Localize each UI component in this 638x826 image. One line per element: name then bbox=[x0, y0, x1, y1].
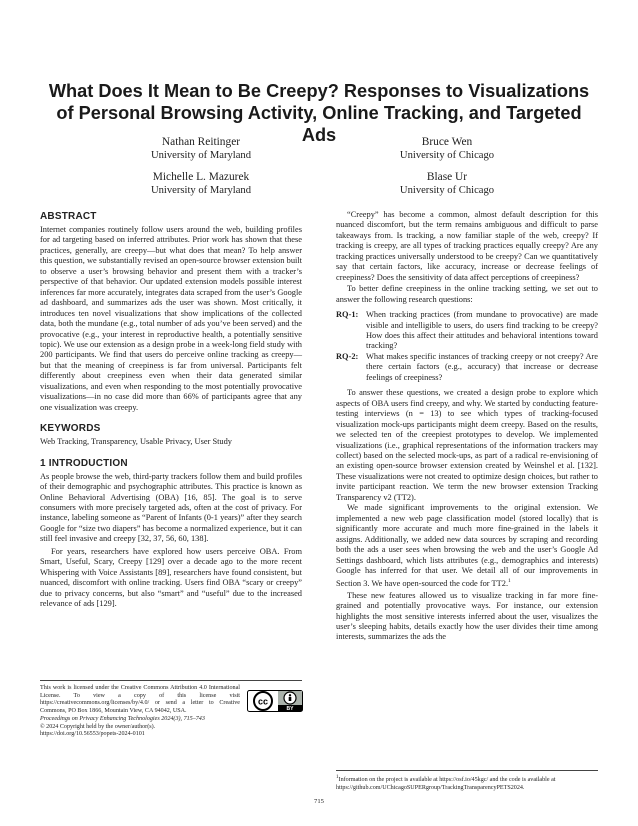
body-paragraph: “Creepy” has become a common, almost default description for this nuanced discomfort, but the term remains ambiguous and difficult to parse takeaways from. Is tracking, a now familiar staple of the web, creepy? If tracking is creepy, are all types of tracking practices equally creepy? Are any tracking practices universally understood to be creepy? Can we quantitatively say that certain factors, like accuracy, increase or decrease feelings of creepiness? Does the sensitivity of data affect perceptions of creepiness? bbox=[336, 210, 598, 282]
left-column bbox=[40, 210, 302, 610]
proceedings-text: Proceedings on Privacy Enhancing Technologies 2024(3), 715–743 bbox=[40, 715, 205, 722]
cc-badge-right: BY bbox=[286, 706, 294, 712]
rq2-text: What makes specific instances of tracking creepy or not creepy? Are there certain factors (e.g., accuracy) that increase or decrease feelings of creepiness? bbox=[366, 351, 598, 382]
footnote bbox=[336, 770, 598, 792]
author-affiliation: University of Chicago bbox=[399, 150, 495, 161]
intro-paragraph: For years, researchers have explored how users perceive OBA. From Smart, Useful, Scary, Creepy [129] over a decade ago to the more recent Whispering with Voice Assistants [89], researchers have found consistent, but nuanced, discomfort with online tracking. Users find OBA “scary or creepy” due to privacy concerns, but also “smart” and “useful” due to the increased relevance of ads [129]. bbox=[40, 546, 302, 609]
page-number: 715 bbox=[314, 798, 324, 805]
body-paragraph: To answer these questions, we created a design probe to explore which aspects of OBA users find creepy, and why. We started by conducting feature-testing interviews (n = 13) to see which types of tracking-focused visualization mock-ups participants might deem creepy. Based on the results, we selected ten of the creepiest prototypes to develop. We implemented visualizations (i.e., graphical representations of the information trackers may collect) based on the selected mock-ups, as part of a radical re-envisioning of an existing open-source browser extension created by Weinshel et al. [132]. These visualizations were not created to optimize design choices, but rather to invite participant reaction. We term the new browser extension Tracking Transparency v2 (TT2). bbox=[336, 388, 598, 502]
footnote-number: 1 bbox=[336, 774, 339, 780]
author-name: Bruce Wen bbox=[421, 136, 473, 148]
footnote-mark: 1 bbox=[508, 578, 511, 585]
right-column bbox=[336, 210, 598, 643]
keywords-heading: KEYWORDS bbox=[40, 423, 101, 435]
rq1-label: RQ-1: bbox=[336, 310, 359, 320]
paper-title: What Does It Mean to Be Creepy? Responses to Visualizations of Personal Browsing Activity, Online Tracking, and Targeted Ads bbox=[48, 81, 590, 145]
body-paragraph: To better define creepiness in the online tracking setting, we set out to answer the following research questions: bbox=[336, 284, 598, 304]
copyright-line: © 2024 Copyright held by the owner/author(s). bbox=[40, 723, 156, 730]
footnote-text: Information on the project is available at https://osf.io/45kgc/ and the code is available at https://github.com/UChicagoSUPERgroup/TrackingTransparencyPETS2024. bbox=[336, 777, 556, 791]
cc-by-badge-icon bbox=[247, 690, 303, 712]
author-affiliation: University of Chicago bbox=[399, 185, 495, 196]
body-paragraph: These new features allowed us to visualize tracking in far more fine-grained and potentially provocative ways. For instance, our extension highlights the most sensitive interests inferred about the user, visualizes the user’s sleeping habits, details exactly how the user divides their time among interests, summarizes the ads the bbox=[336, 590, 598, 642]
abstract-heading: ABSTRACT bbox=[40, 211, 97, 222]
cc-badge-left: cc bbox=[257, 696, 269, 707]
research-question-1 bbox=[336, 310, 598, 352]
proceedings-line bbox=[40, 716, 302, 724]
research-question-2 bbox=[336, 352, 598, 383]
author-name: Nathan Reitinger bbox=[161, 136, 241, 148]
author-block bbox=[91, 136, 311, 162]
doi-link[interactable]: https://doi.org/10.56553/popets-2024-0101 bbox=[40, 731, 145, 738]
author-name: Michelle L. Mazurek bbox=[152, 171, 250, 183]
license-block bbox=[40, 680, 302, 739]
rq1-text: When tracking practices (from mundane to provocative) are made visible and intelligible to users, do users find tracking to be creepy? How does this affect their attitudes and behavioral intentions toward tracking? bbox=[366, 310, 598, 351]
body-paragraph bbox=[336, 503, 598, 589]
keywords-text: Web Tracking, Transparency, Usable Privacy, User Study bbox=[40, 437, 232, 447]
rq2-label: RQ-2: bbox=[336, 351, 359, 361]
author-affiliation: University of Maryland bbox=[150, 185, 252, 196]
introduction-heading: 1 INTRODUCTION bbox=[40, 457, 128, 469]
author-name: Blase Ur bbox=[426, 171, 468, 183]
abstract-text: Internet companies routinely follow users around the web, building profiles for ad targeting based on inferred attributes. Prior work has shown that these practices, generally, are creepy—but what does that mean? To help answer this question, we substantially revised an open-source browser extension built to observe a user’s browsing behavior and present them with a tracker’s perspective of that behavior. Our updated extension models possible interest inferences far more accurately, integrates data scraped from the user’s Google ad dashboard, and summarizes ads the user was shown. Most critically, it introduces ten novel visualizations that show implications of the collected data, both the mundane (e.g., total number of ads you’ve been served) and the provocative (e.g., your interest in reproductive health, a potentially sensitive topic). We use our extension as a design probe in a week-long field study with 200 participants. We find that users do perceive online tracking as creepy—but that the meaning of creepiness is far from universal. Participants felt differently about creepiness even when their data generated similar visualizations, and even when responding to the most potentially provocative visualizations—in no case did more than 66% of participants agree that any one visualization was creepy. bbox=[40, 225, 302, 412]
author-block bbox=[337, 171, 557, 197]
author-block bbox=[337, 136, 557, 162]
license-text: This work is licensed under the Creative Commons Attribution 4.0 International License. To view a copy of this license visit https://creativecommons.org/licenses/by/4.0/ or send a letter to Creative Commons, PO Box 1866, Mountain View, CA 94042, USA. bbox=[40, 685, 240, 715]
author-affiliation: University of Maryland bbox=[150, 150, 252, 161]
author-block bbox=[91, 171, 311, 197]
intro-paragraph: As people browse the web, third-party trackers follow them and build profiles of their demographic and psychographic attributes. This practice is known as Online Behavioral Advertising (OBA) [16, 85]. The goal is to serve consumers with more precisely targeted ads, often at the cost of privacy. For instance, labeling someone as “Parent of Infants (0-1 years)” after they search Google for “size two diapers” has become a normalized experience, but it can still feel invasive and creepy [32, 37, 56, 60, 138]. bbox=[40, 471, 302, 544]
body-text: We made significant improvements to the original extension. We implemented a new web page classification model (stored locally) that is significantly more accurate and much more fine-grained in the labels it assigns. Additionally, we added new data sources by scraping and recording both the ads a user sees when browsing the web and the user’s Google Ad Settings dashboard, which lists attributes (e.g., demographics and interests) Google has inferred for that user. We detail all of our improvements in Section 3. We have open-sourced the code for TT2. bbox=[336, 503, 598, 589]
